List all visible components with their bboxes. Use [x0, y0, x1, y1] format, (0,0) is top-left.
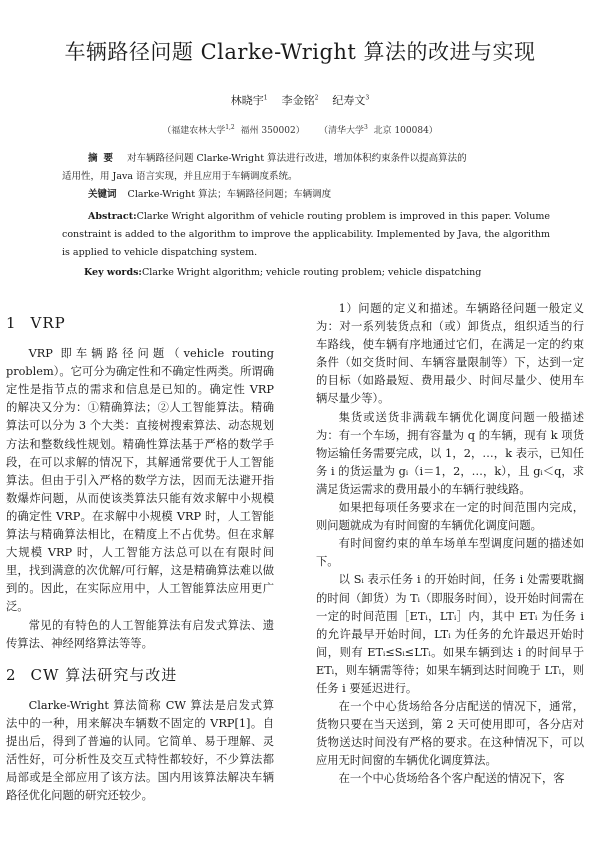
affiliations: [0, 123, 600, 136]
section-heading-2: 2 CW 算法研究与改进: [6, 665, 178, 684]
paragraph: 有时间窗约束的单车场单车型调度问题的描述如下。: [316, 537, 584, 569]
author-mark: 1: [263, 94, 268, 102]
abstract-label: 摘要: [88, 153, 120, 164]
paper-title: 车辆路径问题 Clarke-Wright 算法的改进与实现: [64, 40, 536, 64]
affiliation-city: 福州 350002）: [240, 126, 305, 136]
abstract-text: 对车辆路径问题 Clarke-Wright 算法进行改进，增加体积约束条件以提高算法的: [127, 153, 467, 164]
author-name: 纪寿文: [332, 94, 366, 107]
abstract-en: [62, 208, 550, 262]
paragraph: 集货或送货非满载车辆优化调度问题一般描述为：有一个车场，拥有容量为 q 的车辆，现有 k 项货物运输任务需要完成，以 1，2，…，k 表示，已知任务 i 的货运量为 gᵢ（i＝1，2，…，k），且 gᵢ＜q，求满足货运需求的费用最小的车辆行驶线路。: [316, 410, 584, 496]
abstract-text: 适用性，用 Java 语言实现，并且应用于车辆调度系统。: [62, 171, 298, 182]
keywords-en: [62, 264, 550, 282]
affiliation-city: 北京 100084）: [373, 126, 438, 136]
author-name: 林晓宇: [230, 94, 264, 107]
section-heading-1: 1 VRP: [6, 314, 66, 332]
author-mark: 3: [365, 94, 370, 102]
affiliation-mark: 3: [364, 124, 368, 131]
paragraph: VRP 即车辆路径问题（vehicle routing problem）。它可分为确定性和不确定性两类。所谓确定性是指节点的需求和信息是已知的。确定性 VRP 的解决又分为：①精确算法；②人工智能算法。精确算法可以分为 3 个大类：直接树搜索算法、动态规划方法和整数线性规划。精确性算法基于严格的数学手段，在可以求解的情况下，其解通常要优于人工智能算法。但由于引入严格的数学方法，因而无法避开指数爆炸问题，从而使该类算法只能有效求解中小规模的确定性 VRP。在求解中小规模 VRP 时，人工智能算法与精确算法相比，在精度上不占优势。但在求解大规模 VRP 时，人工智能方法总可以在有限时间里，找到满意的次优解/可行解，这是精确算法难以做到的。因此，在实际应用中，人工智能算法应用更广泛。: [6, 347, 274, 614]
abstract-en-label: Abstract:: [88, 211, 137, 222]
left-column: [6, 300, 274, 805]
paragraph: 以 Sᵢ 表示任务 i 的开始时间，任务 i 处需要耽搁的时间（卸货）为 Tᵢ（即服务时间），设开始时间需在一定的时间范围［ETᵢ，LTᵢ］内，其中 ETᵢ 为任务 i 的允许最早开始时间，LTᵢ 为任务的允许最迟开始时间，则有 ETᵢ≤Sᵢ≤LTᵢ。如果车辆到达 i 的时间早于 ETᵢ，则车辆需等待；如果车辆到达时间晚于 LTᵢ，则任务 i 要延迟进行。: [316, 573, 584, 695]
author-mark: 2: [314, 94, 319, 102]
author-name: 李金铭: [281, 94, 315, 107]
author-list: [0, 92, 600, 108]
keywords-en-text: Clarke Wright algorithm; vehicle routing problem; vehicle dispatching: [141, 267, 482, 278]
abstract-en-text: Clarke Wright algorithm of vehicle routing problem is improved in this paper. Volume constraint is added to the algorithm to improve the applicability. Implemented by Java, the algorithm is applied to vehicle dispatching system.: [62, 211, 550, 258]
affiliation: （清华大学: [319, 126, 365, 136]
affiliation: （福建农林大学: [162, 126, 226, 136]
affiliation-mark: 1,2: [225, 124, 235, 131]
keywords-label: 关键词: [88, 189, 117, 200]
paragraph: 1）问题的定义和描述。车辆路径问题一般定义为：对一系列装货点和（或）卸货点，组织适当的行车路线，使车辆有序地通过它们，在满足一定的约束条件（如交货时间、车辆容量限制等）下，达到一定的目标（如路最短、费用最少、时间尽量少、使用车辆尽量少等）。: [316, 302, 584, 406]
keywords-text: Clarke-Wright 算法；车辆路径问题；车辆调度: [127, 189, 332, 200]
paragraph: 如果把每项任务要求在一定的时间范围内完成，则问题就成为有时间窗的车辆优化调度问题。: [316, 501, 584, 533]
paragraph: 常见的有特色的人工智能算法有启发式算法、遗传算法、神经网络算法等等。: [6, 618, 274, 650]
right-column: [316, 300, 584, 789]
abstract-cn: [62, 150, 550, 204]
paragraph: 在一个中心货场给各分店配送的情况下，通常，货物只要在当天送到，第 2 天可使用即可，各分店对货物送达时间没有严格的要求。在这种情况下，可以应用无时间窗的车辆优化调度算法。: [316, 700, 584, 768]
keywords-en-label: Key words:: [84, 267, 142, 278]
paragraph: 在一个中心货场给各个客户配送的情况下，客: [338, 772, 565, 786]
paragraph: Clarke-Wright 算法简称 CW 算法是启发式算法中的一种，用来解决车辆数不固定的 VRP[1]。自提出后，得到了普遍的认同。它简单、易于理解、灵活性好，可分析性及交互式特性都较好，不少算法都局部或是全部应用了该方法。国内用该算法解决车辆路径优化问题的研究还较少。: [6, 698, 274, 803]
